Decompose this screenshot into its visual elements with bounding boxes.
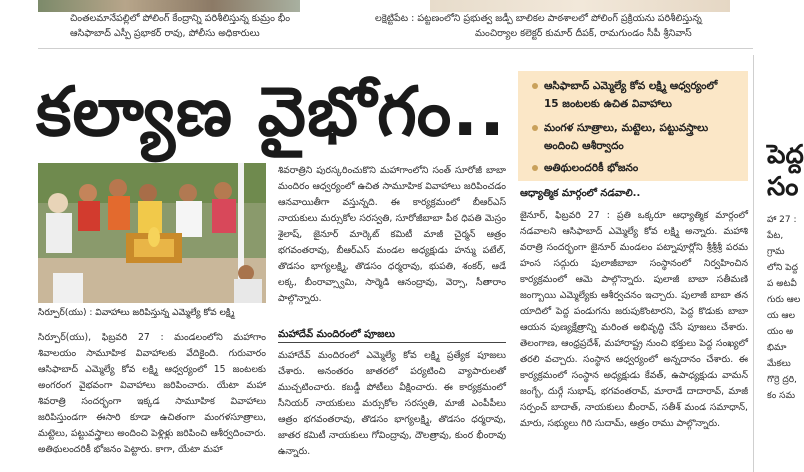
top-photo-right: [430, 0, 730, 12]
top-caption-right-line1: లక్షెట్టిపేట : పట్టణంలోని ప్రభుత్వ జడ్పీ బాలికల పాఠశాలలో పోలింగ్ ప్రక్రియను పరిశీలిస్తున్న: [375, 13, 702, 24]
top-caption-right-line2: మంచిర్యాల కలెక్టర్ కుమార్ దీపక్, రామగుండం సీపీ శ్రీనివాస్: [475, 28, 692, 39]
photo-caption: సిర్పూర్(యు) : వివాహాలు జరిపిస్తున్న ఎమ్మెల్యే కోవ లక్ష్మి: [38, 308, 235, 318]
highlight-item: మంగళ సూత్రాలు, మట్టెలు, పట్టువస్త్రాలు: [532, 119, 708, 137]
top-photo-left: [38, 0, 300, 12]
wedding-photo: [38, 163, 266, 303]
highlight-item: అందించి ఆశీర్వాదం: [544, 140, 624, 152]
highlight-item: ఆసిఫాబాద్ ఎమ్మెల్యే కోవ లక్ష్మి ఆధ్వర్యంలో: [532, 77, 717, 95]
cutoff-body: హా 27 : పేట, గ్రామ లోని పెద్దప అటవీ గురు ఆలయ ఆలయం అభిమా మేకలు గొర్రె ద్రరి, కం సమ: [767, 215, 801, 401]
middle-column-body-2: మహాదేవ్ మందిరంలో ఎమ్మెల్యే కోవ లక్ష్మి ప్రత్యేక పూజలు చేశారు. అనంతరం జాతరలో పర్యటించి వ్యాపారులతో ముచ్చటించారు. కబడ్డీ పోటీలు వీక్షించారు. ఈ కార్యక్రమంలో సీనియర్ నాయకులు మర్సుకోల సరస్వతి, మాజీ ఎంపీపీలు ఆత్రం భగవంతరావు, తొడసం భాగ్యలక్ష్మి, తొడసం ధర్మరావు, జాతర కమిటీ నాయకులు గోవింద్రావు, దౌలత్రావు, కుంర భీంరావు ఉన్నారు.: [278, 350, 506, 457]
highlights-box: [518, 71, 748, 181]
headline: కల్యాణ వైభోగం..: [36, 73, 506, 152]
bullet-icon: [532, 165, 538, 171]
cutoff-heading-line1: పెద్ద: [767, 140, 804, 170]
right-column-body: జైనూర్, ఫిబ్రవరి 27 : ప్రతి ఒక్కరూ ఆధ్యాత్మిక మార్గంలో నడవాలని ఆసిఫాబాద్ ఎమ్మెల్యే కోవ లక్ష్మి అన్నారు. మహాశి వరాత్రి సందర్భంగా జైనూర్ మండలం పట్నాపూర్లోని శ్రీశ్రీశ్రీ పరమ హంస సద్గురు పులాజీబాబా సంస్థానంలో నిర్వహించిన కార్యక్రమంలో ఆమె పాల్గొన్నారు. పులాజీ బాబా సతీమణి జంగ్బాయి ఎమ్మెల్యేకు ఆశీర్వచనం ఇచ్చారు. పులాజీ బాబా తన యాదిలో పెద్ద పండుగను జరుపుకొంటారని, పెద్ద కొడుకు బాబా ఆయన పుణ్యక్షేత్రాన్ని మరింత అభివృద్ధి చేసే పూజలు చేశారు. తెలంగాణ, ఆంధ్రప్రదేశ్, మహారాష్ట్ర నుంచి భక్తులు పెద్ద సంఖ్యలో తరలి వచ్చారు. సంస్థాన ఆధ్వర్యంలో అన్నదానం చేశారు. ఈ కార్యక్రమంలో సంస్థాన అధ్యక్షుడు కేవత్, ఉపాధ్యక్షుడు వామన్ జంగ్బే, దుర్గే సుభాష్, భగవంతరావ్, మారాడే దాదారావ్, మాజీ సర్పంచ్ బాదాత్, నాయకులు బీంరావ్, సతీశ్ మండ సమాధాన్, మారు, సభ్యులు గిరి సుదామ్, ఆత్రం రాము పాల్గొన్నారు.: [520, 210, 748, 429]
right-column-divider: [753, 55, 754, 472]
left-column-body: సిర్పూర్(యు), ఫిబ్రవరి 27 : మండలంలోని మహాగాం శివాలయం సామూహిక వివాహాలకు వేదికైంది. గురువారం ఆసిఫాబాద్ ఎమ్మెల్యే కోవ లక్ష్మి ఆధ్వర్యంలో 15 జంటలకు అంగరంగ వైభవంగా వివాహాలు జరిపించారు. యేటా మహా శివరాత్రి సందర్భంగా ఇక్కడ సామూహిక వివాహాలు జరిపిస్తుండగా ఈసారి కూడా ఉచితంగా మంగళసూత్రాలు, మట్టెలు, పట్టువస్త్రాలు అందించి పెళ్లిళ్లు జరిపించి ఆశీర్వదించారు. అతిథులందరికీ భోజనం పెట్టారు. కాగా, యేటా మహా: [38, 332, 266, 455]
middle-column-body: శివరాత్రిని పురస్కరించుకొని మహాగాంలోని సంత్ సూరోజీ బాబా మందిరం ఆధ్వర్యంలో ఉచిత సామూహిక వివాహాలు జరిపించడం ఆనవాయితీగా వస్తున్నది. ఈ కార్యక్రమంలో బీఆర్ఎస్ నాయకులు మర్సుకోల సరస్వతి, సూరోజీబాబా పీఠ ధిపతి మెస్రం శైలాష్, జైనూర్ మార్కెట్ కమిటీ మాజీ చైర్మన్ ఆత్రం భగవంతరావు, బీఆర్ఎస్ మండల అధ్యక్షుడు హన్ము పటేల్, తొడసం భాగ్యలక్ష్మి, తొడసం ధర్మరావు, భుపతి, శంకర్, ఆడే లక్క, బీంరావ్స్వామి, సార్మెడి ఆనంద్రావు, వెర్సా, సీతారాం పాల్గొన్నారు.: [278, 165, 506, 304]
wedding-photo-image: [38, 163, 266, 303]
highlight-item: అతిథులందరికీ భోజనం: [532, 159, 638, 177]
middle-subheading-underline: [278, 342, 506, 343]
middle-subheading: మహాదేవ్ మందిరంలో పూజలు: [278, 329, 395, 340]
cutoff-article-column: [755, 0, 804, 472]
bullet-icon: [532, 125, 538, 131]
top-caption-left-line1: చింతలమానేపల్లిలో పోలింగ్ కేంద్రాన్ని పరిశీలిస్తున్న కుమ్రం భీం: [70, 13, 291, 24]
highlight-item: 15 జంటలకు ఉచిత వివాహాలు: [544, 98, 672, 110]
right-subheading: ఆధ్యాత్మిక మార్గంలో నడవాలి..: [520, 188, 641, 199]
top-divider: [38, 48, 753, 49]
cutoff-heading-line2: సం: [767, 172, 799, 202]
bullet-icon: [532, 83, 538, 89]
top-caption-left-line2: ఆసిఫాబాద్ ఎస్పీ ప్రభాకర్ రావు, పోలీసు అధికారులు: [70, 28, 260, 39]
